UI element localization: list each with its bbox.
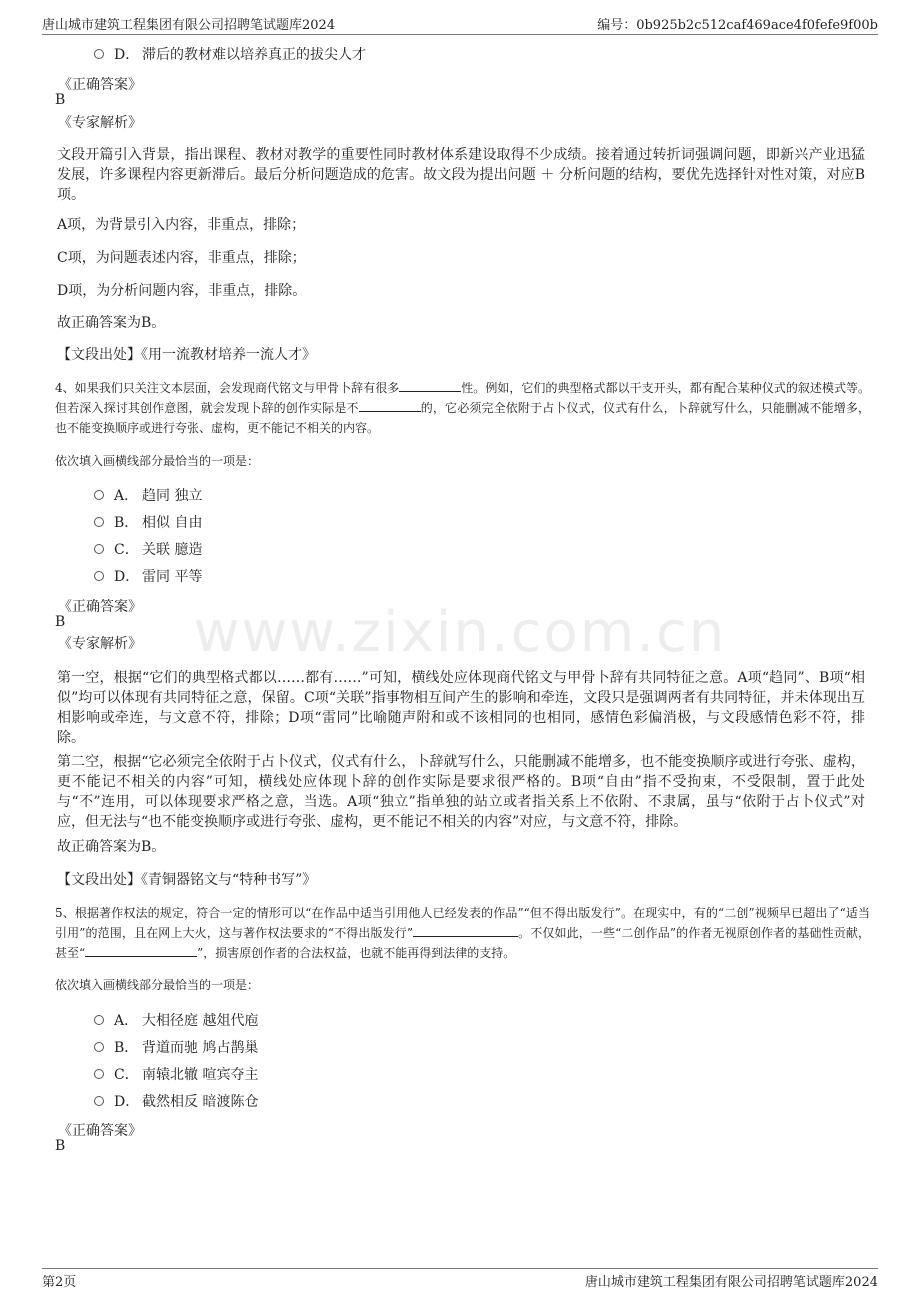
q4-option-c[interactable] (94, 538, 202, 560)
fill-blank (399, 379, 461, 392)
option-letter: C． (114, 542, 139, 558)
option-text: 关联 臆造 (142, 542, 203, 558)
q3-analysis-p2: A项，为背景引入内容，非重点，排除； (57, 217, 306, 233)
option-letter: A． (114, 488, 139, 504)
page-number: 第2页 (42, 1274, 77, 1290)
watermark: www.zixin.com.cn (193, 600, 727, 665)
q5-answer: B (55, 1138, 66, 1154)
option-letter: D． (114, 47, 140, 63)
q3-option-d[interactable] (94, 43, 366, 65)
q4-answer-label: 《正确答案》 (58, 599, 142, 615)
option-letter: D． (114, 569, 140, 585)
option-text: 背道而驰 鸠占鹊巢 (142, 1040, 259, 1056)
page-footer (42, 1268, 878, 1291)
q3-source: 【文段出处】《用一流教材培养一流人才》 (57, 347, 316, 363)
option-text: 雷同 平等 (142, 569, 203, 585)
q4-source: 【文段出处】《青铜器铭文与“特种书写”》 (57, 872, 317, 888)
q4-answer: B (55, 614, 66, 630)
option-letter: D． (114, 1094, 140, 1110)
q5-answer-label: 《正确答案》 (58, 1123, 142, 1139)
option-text: 趋同 独立 (142, 488, 203, 504)
q4-analysis-p2: 第二空，根据“它必须完全依附于占卜仪式，仪式有什么，卜辞就写什么，只能删减不能增多，也不能变换顺序或进行夸张、虚构，更不能记不相关的内容”可知，横线处应体现卜辞的创作实际是要求很严格的。B项“自由”指不受拘束，不受限制，置于此处与“不”连用，可以体现要求严格之意，当选。A项“独立”指单独的站立或者指关系上不依附、不隶属，虽与“依附于占卜仪式”对应，但无法与“也不能变换顺序或进行夸张、虚构，更不能记不相关的内容”对应，与文意不符，排除。 (57, 754, 865, 830)
radio-icon[interactable] (94, 1015, 104, 1025)
radio-icon[interactable] (94, 1069, 104, 1079)
fill-blank (413, 924, 518, 937)
document-id: 编号：0b925b2c512caf469ace4f0fefe9f00b (597, 17, 878, 33)
q3-analysis-p4: D项，为分析问题内容，非重点，排除。 (57, 283, 307, 299)
radio-icon[interactable] (94, 544, 104, 554)
radio-icon[interactable] (94, 571, 104, 581)
option-letter: C． (114, 1067, 139, 1083)
q5-option-b[interactable] (94, 1036, 258, 1058)
q5-option-c[interactable] (94, 1063, 258, 1085)
q4-option-a[interactable] (94, 484, 202, 506)
q4-prompt: 依次填入画横线部分最恰当的一项是： (55, 454, 260, 468)
q5-option-d[interactable] (94, 1090, 258, 1112)
page-header (42, 12, 878, 35)
q3-analysis-p1: 文段开篇引入背景，指出课程、教材对教学的重要性同时教材体系建设取得不少成绩。接着通过转折词强调问题，即新兴产业迅猛发展，许多课程内容更新滞后。最后分析问题造成的危害。故文段为提出问题 ＋ 分析问题的结构，要优先选择针对性对策，对应B项。 (57, 147, 865, 203)
option-text: 滞后的教材难以培养真正的拔尖人才 (142, 47, 366, 63)
q5-option-a[interactable] (94, 1009, 258, 1031)
option-text: 截然相反 暗渡陈仓 (142, 1094, 259, 1110)
footer-title: 唐山城市建筑工程集团有限公司招聘笔试题库2024 (584, 1274, 878, 1290)
q4-question-text: 4、如果我们只关注文本层面，会发现商代铭文与甲骨卜辞有很多 性。例如，它们的典型格式都以干支开头，都有配合某种仪式的叙述模式等。但若深入探讨其创作意图，就会发现卜辞的创作实际是不 的，它必须完全依附于占卜仪式，仪式有什么，卜辞就写什么，只能删减不能增多，也不能变换顺序或进行夸张、虚构，更不能记不相关的内容。 (55, 381, 870, 435)
q4-analysis-label: 《专家解析》 (58, 636, 142, 652)
radio-icon[interactable] (94, 1096, 104, 1106)
q5-prompt: 依次填入画横线部分最恰当的一项是： (55, 978, 260, 992)
q3-analysis-label: 《专家解析》 (58, 115, 142, 131)
radio-icon[interactable] (94, 49, 104, 59)
option-text: 大相径庭 越俎代庖 (142, 1013, 259, 1029)
q3-analysis-p5: 故正确答案为B。 (57, 315, 166, 331)
q3-answer: B (55, 92, 66, 108)
q4-analysis-p3: 故正确答案为B。 (57, 839, 166, 855)
option-letter: B． (114, 1040, 139, 1056)
radio-icon[interactable] (94, 490, 104, 500)
radio-icon[interactable] (94, 517, 104, 527)
option-text: 南辕北辙 喧宾夺主 (142, 1067, 259, 1083)
q3-answer-label: 《正确答案》 (58, 77, 142, 93)
fill-blank (85, 944, 197, 957)
q3-analysis-p3: C项，为问题表述内容，非重点，排除； (57, 250, 306, 266)
option-letter: B． (114, 515, 139, 531)
q4-analysis-p1: 第一空，根据“它们的典型格式都以……都有……”可知，横线处应体现商代铭文与甲骨卜辞有共同特征之意。A项“趋同”、B项“相似”均可以体现有共同特征之意，保留。C项“关联”指事物相互间产生的影响和牵连，文段只是强调两者有共同特征，并未体现出互相影响或牵连，与文意不符，排除；D项“雷同”比喻随声附和或不该相同的也相同，感情色彩偏消极，与文段感情色彩不符，排除。 (57, 670, 865, 746)
radio-icon[interactable] (94, 1042, 104, 1052)
option-text: 相似 自由 (142, 515, 203, 531)
fill-blank (359, 399, 421, 412)
option-letter: A． (114, 1013, 139, 1029)
q4-option-b[interactable] (94, 511, 202, 533)
q4-option-d[interactable] (94, 565, 202, 587)
q5-question-text: 5、根据著作权法的规定，符合一定的情形可以“在作品中适当引用他人已经发表的作品”“但不得出版发行”。在现实中，有的“二创”视频早已超出了“适当引用”的范围，且在网上大火，这与著作权法要求的“不得出版发行” 。不仅如此，一些“二创作品”的作者无视原创作者的基础性贡献，甚至“ ”，损害原创作者的合法权益，也就不能再得到法律的支持。 (55, 906, 870, 960)
header-title: 唐山城市建筑工程集团有限公司招聘笔试题库2024 (42, 17, 336, 33)
